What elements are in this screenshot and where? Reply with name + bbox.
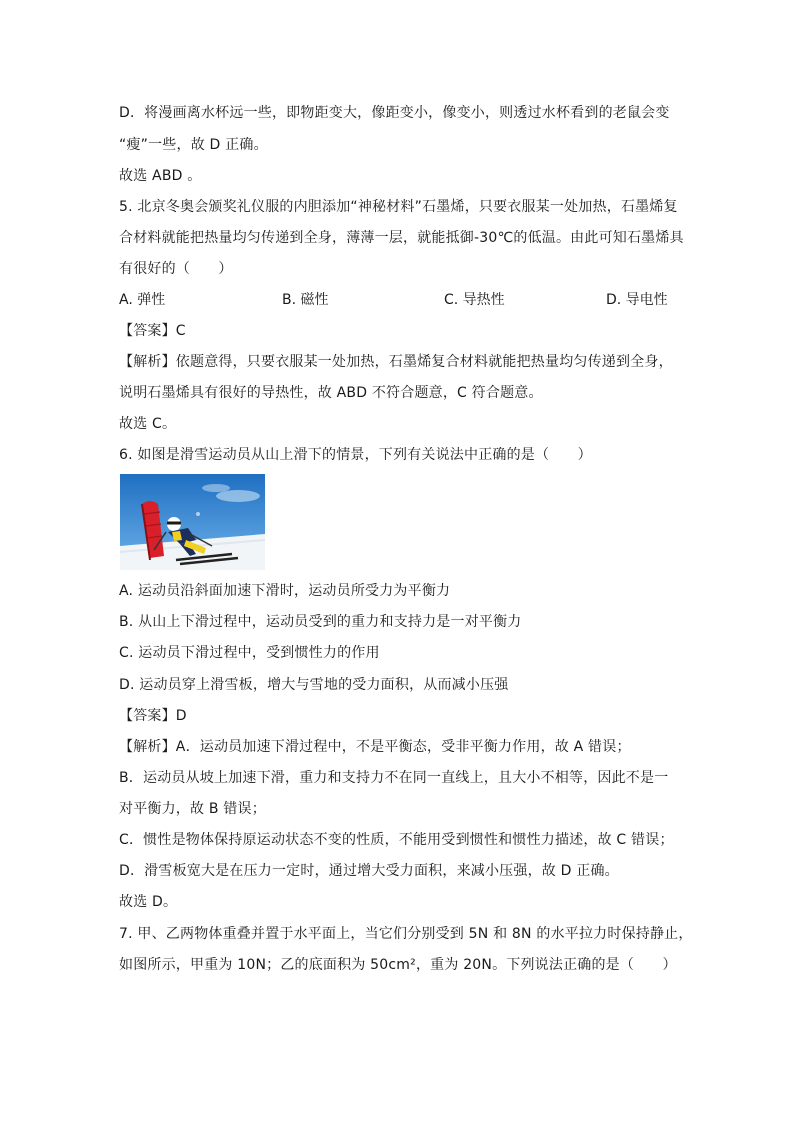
option-c: C. 运动员下滑过程中，受到惯性力的作用 [119, 645, 380, 661]
option-c: C. 导热性 [444, 292, 505, 308]
answer-label: 【答案】D [119, 708, 187, 724]
selection-text: 故选 C。 [119, 416, 177, 432]
answer-label: 【答案】C [119, 323, 186, 339]
analysis-text: 【解析】A．运动员加速下滑过程中，不是平衡态，受非平衡力作用，故 A 错误； [119, 739, 631, 755]
analysis-text: D．滑雪板宽大是在压力一定时，通过增大受力面积，来减小压强，故 D 正确。 [119, 863, 619, 879]
question-7-text: 如图所示，甲重为 10N；乙的底面积为 50cm²，重为 20N。下列说法正确的是（ ） [119, 957, 677, 973]
analysis-text: B．运动员从坡上加速下滑，重力和支持力不在同一直线上，且大小不相等，因此不是一 [119, 770, 669, 786]
option-d: D. 运动员穿上滑雪板，增大与雪地的受力面积，从而减小压强 [119, 677, 509, 693]
analysis-text: 【解析】依题意得，只要衣服某一处加热，石墨烯复合材料就能把热量均匀传递到全身， [119, 354, 673, 370]
text-line: 故选 ABD 。 [119, 168, 202, 184]
option-b: B. 从山上下滑过程中，运动员受到的重力和支持力是一对平衡力 [119, 614, 522, 630]
text-line: “瘦”一些，故 D 正确。 [119, 137, 268, 153]
question-5-options [119, 290, 679, 310]
option-b: B. 磁性 [282, 292, 329, 308]
analysis-text: 说明石墨烯具有很好的导热性，故 ABD 不符合题意，C 符合题意。 [119, 385, 543, 401]
text-line: D．将漫画离水杯远一些，即物距变大，像距变小，像变小，则透过水杯看到的老鼠会变 [119, 105, 670, 121]
option-d: D. 导电性 [606, 292, 668, 308]
skier-photo [120, 474, 265, 570]
question-5-text: 有很好的（ ） [119, 261, 233, 277]
question-6-text: 6. 如图是滑雪运动员从山上滑下的情景，下列有关说法中正确的是（ ） [119, 447, 592, 463]
analysis-text: C．惯性是物体保持原运动状态不变的性质，不能用受到惯性和惯性力描述，故 C 错误； [119, 832, 674, 848]
question-7-text: 7. 甲、乙两物体重叠并置于水平面上，当它们分别受到 5N 和 8N 的水平拉力时保持静止， [119, 926, 693, 942]
option-a: A. 弹性 [119, 292, 166, 308]
analysis-text: 对平衡力，故 B 错误； [119, 801, 266, 817]
option-a: A. 运动员沿斜面加速下滑时，运动员所受力为平衡力 [119, 583, 451, 599]
selection-text: 故选 D。 [119, 894, 178, 910]
question-5-text: 合材料就能把热量均匀传递到全身，薄薄一层，就能抵御-30℃的低温。由此可知石墨烯具 [119, 230, 684, 246]
question-5-text: 5. 北京冬奥会颁奖礼仪服的内胆添加“神秘材料”石墨烯，只要衣服某一处加热，石墨烯复 [119, 199, 678, 215]
